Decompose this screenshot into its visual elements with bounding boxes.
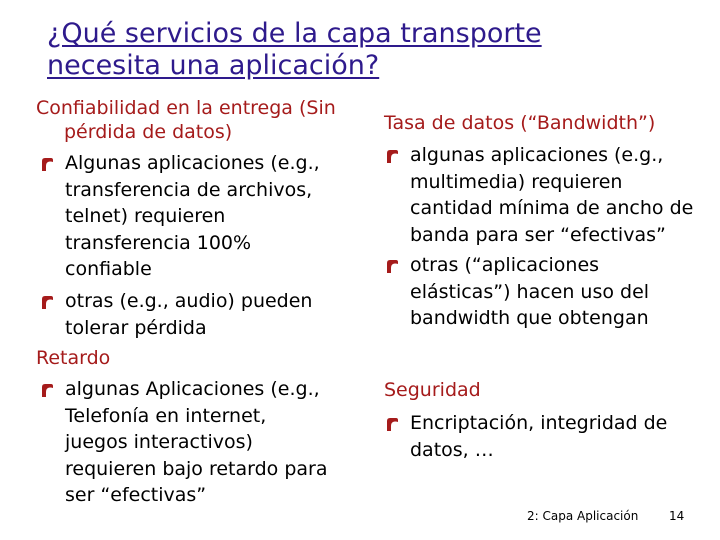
bullet-icon xyxy=(40,295,55,310)
footer-page-number: 14 xyxy=(669,509,685,523)
bullet-bandwidth-1 xyxy=(385,142,710,248)
bullet-reliability-2 xyxy=(40,288,350,341)
heading-reliability-line-2: pérdida de datos) xyxy=(64,121,233,143)
heading-delay: Retardo xyxy=(36,347,111,369)
bullet-icon xyxy=(40,383,55,398)
bullet-icon xyxy=(385,417,400,432)
heading-reliability-line-1: Confiabilidad en la entrega (Sin xyxy=(36,97,336,119)
heading-bandwidth: Tasa de datos (“Bandwidth”) xyxy=(384,112,656,134)
bullet-icon xyxy=(385,149,400,164)
heading-reliability xyxy=(36,96,336,144)
bullet-reliability-1 xyxy=(40,150,350,283)
slide-title-line-2: necesita una aplicación? xyxy=(47,50,380,81)
bullet-security-1 xyxy=(385,410,710,463)
slide-title-line-1: ¿Qué servicios de la capa transporte xyxy=(47,18,542,49)
bullet-bandwidth-1-text: algunas aplicaciones (e.g., multimedia) requieren cantidad mínima de ancho de banda para ser “efectivas” xyxy=(410,144,694,246)
bullet-bandwidth-2-text: otras (“aplicaciones elásticas”) hacen uso del bandwidth que obtengan xyxy=(410,254,650,329)
bullet-delay-1-text: algunas Aplicaciones (e.g., Telefonía en internet, juegos interactivos) requieren bajo retardo para ser “efectivas” xyxy=(65,378,328,506)
slide-title xyxy=(47,18,542,82)
heading-security: Seguridad xyxy=(384,379,481,401)
bullet-icon xyxy=(40,157,55,172)
bullet-icon xyxy=(385,259,400,274)
bullet-bandwidth-2 xyxy=(385,252,710,332)
bullet-security-1-text: Encriptación, integridad de datos, … xyxy=(410,412,668,461)
bullet-reliability-2-text: otras (e.g., audio) pueden tolerar pérdida xyxy=(65,290,313,339)
bullet-reliability-1-text: Algunas aplicaciones (e.g., transferencia de archivos, telnet) requieren transferencia 100% confiable xyxy=(65,152,320,280)
bullet-delay-1 xyxy=(40,376,360,509)
footer-chapter: 2: Capa Aplicación xyxy=(527,509,639,523)
